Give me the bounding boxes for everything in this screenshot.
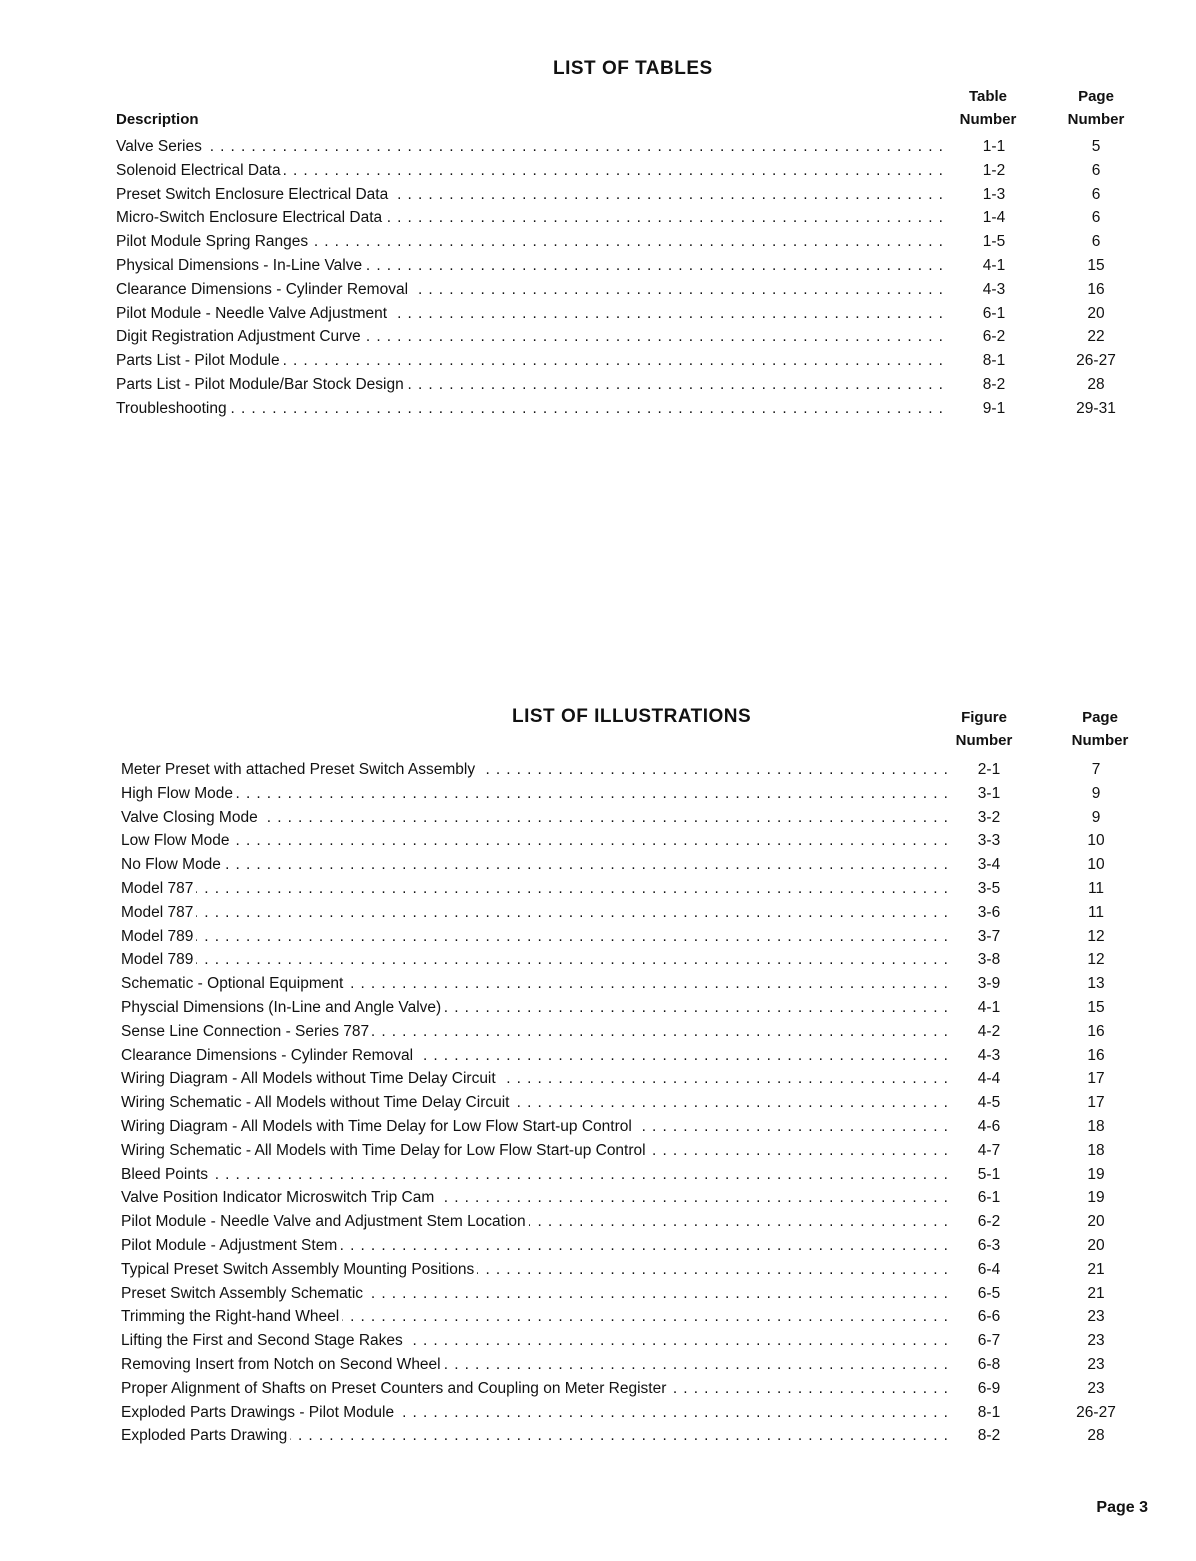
entry-number: 4-7 (977, 1141, 1001, 1159)
entry-leader (121, 1401, 953, 1425)
list-item (121, 1163, 1151, 1187)
column-header-line: Number (955, 732, 1013, 749)
entry-leader (116, 135, 947, 159)
list-item (121, 758, 1151, 782)
tables-column-table-number (944, 85, 1032, 131)
entry-number: 6-3 (977, 1236, 1001, 1254)
list-item (121, 1258, 1151, 1282)
entry-page: 16 (1087, 280, 1105, 298)
entry-number: 3-5 (977, 879, 1001, 897)
entry-description: Exploded Parts Drawings - Pilot Module (121, 1404, 397, 1421)
list-item (121, 996, 1151, 1020)
entry-page: 9 (1091, 808, 1101, 826)
entry-leader (121, 1234, 953, 1258)
entry-page: 17 (1087, 1094, 1105, 1112)
entry-description: No Flow Mode (121, 856, 224, 873)
entry-number: 4-6 (977, 1117, 1001, 1135)
entry-number: 3-8 (977, 951, 1001, 969)
entry-leader (121, 1044, 953, 1068)
entry-page: 6 (1091, 209, 1101, 227)
entry-page: 20 (1087, 304, 1105, 322)
entry-page: 12 (1087, 927, 1105, 945)
entry-page: 18 (1087, 1117, 1105, 1135)
entry-number: 6-9 (977, 1379, 1001, 1397)
list-item (121, 1377, 1151, 1401)
entry-description: Proper Alignment of Shafts on Preset Counters and Coupling on Meter Register (121, 1380, 669, 1397)
entry-number: 5-1 (977, 1165, 1001, 1183)
list-item (116, 159, 1146, 183)
entry-description: Schematic - Optional Equipment (121, 975, 346, 992)
entry-page: 17 (1087, 1070, 1105, 1088)
entry-description: Lifting the First and Second Stage Rakes (121, 1332, 406, 1349)
entry-number: 1-5 (982, 233, 1006, 251)
list-item (121, 877, 1151, 901)
entry-description: Digit Registration Adjustment Curve (116, 328, 364, 345)
entry-description: Model 789 (121, 928, 196, 945)
list-item (116, 206, 1146, 230)
list-item (116, 325, 1146, 349)
entry-number: 4-5 (977, 1094, 1001, 1112)
entry-page: 28 (1087, 1427, 1105, 1445)
list-item (116, 397, 1146, 421)
tables-list (116, 135, 1146, 421)
entry-page: 23 (1087, 1308, 1105, 1326)
entry-number: 6-8 (977, 1355, 1001, 1373)
entry-number: 6-1 (982, 304, 1006, 322)
entry-description: Pilot Module - Needle Valve Adjustment (116, 305, 390, 322)
entry-leader (121, 1163, 953, 1187)
entry-description: High Flow Mode (121, 785, 236, 802)
entry-page: 26-27 (1076, 352, 1116, 370)
entry-page: 23 (1087, 1332, 1105, 1350)
entry-leader (121, 1305, 953, 1329)
entry-number: 8-1 (977, 1403, 1001, 1421)
entry-page: 7 (1091, 761, 1101, 778)
entry-page: 15 (1087, 256, 1105, 274)
column-header-line: Number (1067, 111, 1125, 128)
entry-description: Valve Series (116, 138, 205, 155)
list-item (121, 806, 1151, 830)
entry-number: 4-2 (977, 1022, 1001, 1040)
entry-number: 6-5 (977, 1284, 1001, 1302)
entry-leader (121, 972, 953, 996)
entry-description: Bleed Points (121, 1166, 211, 1183)
entry-leader (121, 1377, 953, 1401)
list-item (121, 925, 1151, 949)
entry-description: Physical Dimensions - In-Line Valve (116, 257, 365, 274)
entry-number: 3-4 (977, 856, 1001, 874)
entry-leader (121, 901, 953, 925)
entry-number: 9-1 (982, 399, 1006, 417)
tables-column-description: Description (116, 111, 199, 128)
entry-leader (121, 1424, 953, 1448)
entry-description: Preset Switch Enclosure Electrical Data (116, 186, 391, 203)
entry-page: 10 (1087, 832, 1105, 850)
list-item (116, 135, 1146, 159)
tables-column-page-number (1050, 85, 1142, 131)
entry-page: 19 (1087, 1165, 1105, 1183)
entry-page: 15 (1087, 998, 1105, 1016)
entry-leader (116, 373, 947, 397)
entry-page: 12 (1087, 951, 1105, 969)
entry-description: Meter Preset with attached Preset Switch Assembly (121, 761, 478, 778)
entry-number: 3-9 (977, 975, 1001, 993)
entry-description: Clearance Dimensions - Cylinder Removal (116, 281, 411, 298)
entry-page: 11 (1087, 879, 1105, 897)
entry-leader (121, 829, 953, 853)
list-item (121, 1329, 1151, 1353)
entry-description: Preset Switch Assembly Schematic (121, 1285, 366, 1302)
column-header-line: Number (1071, 732, 1129, 749)
entry-number: 4-1 (982, 256, 1006, 274)
entry-leader (121, 925, 953, 949)
entry-description: Model 789 (121, 951, 196, 968)
list-item (121, 782, 1151, 806)
entry-number: 6-4 (977, 1260, 1001, 1278)
entry-description: Clearance Dimensions - Cylinder Removal (121, 1047, 416, 1064)
entry-page: 20 (1087, 1213, 1105, 1231)
entry-page: 26-27 (1076, 1403, 1116, 1421)
list-item (121, 948, 1151, 972)
entry-leader (121, 1282, 953, 1306)
list-item (116, 302, 1146, 326)
list-item (121, 1234, 1151, 1258)
entry-page: 19 (1087, 1189, 1105, 1207)
list-item (121, 1401, 1151, 1425)
entry-leader (121, 1353, 953, 1377)
list-item (116, 373, 1146, 397)
entry-number: 4-1 (977, 998, 1001, 1016)
entry-leader (121, 877, 953, 901)
entry-number: 4-3 (977, 1046, 1001, 1064)
entry-number: 3-2 (977, 808, 1001, 826)
entry-leader (121, 806, 953, 830)
entry-page: 10 (1087, 856, 1105, 874)
entry-page: 5 (1091, 138, 1101, 155)
entry-description: Parts List - Pilot Module (116, 352, 283, 369)
entry-leader (121, 758, 953, 782)
list-item (121, 1115, 1151, 1139)
entry-description: Pilot Module - Needle Valve and Adjustment Stem Location (121, 1213, 529, 1230)
entry-description: Wiring Diagram - All Models without Time Delay Circuit (121, 1070, 499, 1087)
entry-description: Sense Line Connection - Series 787 (121, 1023, 372, 1040)
entry-leader (121, 996, 953, 1020)
list-item (121, 1020, 1151, 1044)
list-item (121, 1067, 1151, 1091)
entry-description: Wiring Schematic - All Models without Time Delay Circuit (121, 1094, 512, 1111)
entry-description: Wiring Schematic - All Models with Time Delay for Low Flow Start-up Control (121, 1142, 649, 1159)
entry-page: 16 (1087, 1046, 1105, 1064)
entry-page: 22 (1087, 328, 1105, 346)
list-item (116, 349, 1146, 373)
list-item (116, 278, 1146, 302)
page-number: Page 3 (1096, 1499, 1148, 1516)
illustrations-column-page-number (1054, 706, 1146, 752)
list-item (121, 972, 1151, 996)
entry-leader (116, 278, 947, 302)
entry-number: 4-3 (982, 280, 1006, 298)
entry-number: 6-2 (982, 328, 1006, 346)
entry-page: 20 (1087, 1236, 1105, 1254)
entry-number: 3-6 (977, 903, 1001, 921)
entry-number: 3-3 (977, 832, 1001, 850)
entry-number: 8-1 (982, 352, 1006, 370)
entry-description: Physcial Dimensions (In-Line and Angle Valve) (121, 999, 444, 1016)
entry-description: Pilot Module Spring Ranges (116, 233, 311, 250)
entry-number: 1-4 (982, 209, 1006, 227)
list-item (121, 1282, 1151, 1306)
entry-page: 28 (1087, 375, 1105, 393)
entry-description: Troubleshooting (116, 400, 230, 417)
entry-description: Solenoid Electrical Data (116, 162, 284, 179)
entry-leader (121, 948, 953, 972)
entry-number: 3-1 (977, 784, 1001, 802)
entry-description: Model 787 (121, 904, 196, 921)
entry-description: Pilot Module - Adjustment Stem (121, 1237, 340, 1254)
list-item (121, 1353, 1151, 1377)
entry-number: 6-1 (977, 1189, 1001, 1207)
list-item (121, 829, 1151, 853)
entry-leader (116, 183, 947, 207)
entry-number: 8-2 (977, 1427, 1001, 1445)
entry-leader (116, 230, 947, 254)
illustrations-list (121, 758, 1151, 1448)
entry-number: 3-7 (977, 927, 1001, 945)
list-item (116, 254, 1146, 278)
entry-description: Valve Closing Mode (121, 809, 261, 826)
entry-description: Trimming the Right-hand Wheel (121, 1308, 342, 1325)
entry-description: Wiring Diagram - All Models with Time Delay for Low Flow Start-up Control (121, 1118, 635, 1135)
entry-leader (121, 1091, 953, 1115)
entry-page: 18 (1087, 1141, 1105, 1159)
entry-leader (116, 325, 947, 349)
entry-leader (121, 1020, 953, 1044)
entry-page: 11 (1087, 903, 1105, 921)
entry-page: 23 (1087, 1355, 1105, 1373)
entry-page: 6 (1091, 233, 1101, 251)
entry-leader (121, 1067, 953, 1091)
entry-page: 13 (1087, 975, 1105, 993)
list-item (121, 1186, 1151, 1210)
entry-leader (121, 853, 953, 877)
entry-leader (121, 1329, 953, 1353)
entry-description: Typical Preset Switch Assembly Mounting Positions (121, 1261, 477, 1278)
entry-leader (121, 1210, 953, 1234)
list-item (121, 1305, 1151, 1329)
column-header-line: Table (968, 88, 1008, 105)
column-header-line: Page (1082, 709, 1118, 726)
illustrations-heading: LIST OF ILLUSTRATIONS (512, 706, 752, 727)
entry-number: 1-3 (982, 185, 1006, 203)
entry-description: Micro-Switch Enclosure Electrical Data (116, 209, 385, 226)
entry-leader (116, 349, 947, 373)
entry-number: 1-1 (982, 138, 1006, 155)
list-item (121, 853, 1151, 877)
entry-number: 1-2 (982, 161, 1006, 179)
tables-heading: LIST OF TABLES (553, 58, 713, 79)
entry-leader (116, 302, 947, 326)
entry-leader (121, 1115, 953, 1139)
entry-page: 9 (1091, 784, 1101, 802)
list-item (121, 1044, 1151, 1068)
entry-leader (116, 397, 947, 421)
list-item (116, 230, 1146, 254)
entry-description: Low Flow Mode (121, 832, 233, 849)
list-item (121, 1139, 1151, 1163)
entry-description: Removing Insert from Notch on Second Wheel (121, 1356, 444, 1373)
entry-description: Model 787 (121, 880, 196, 897)
entry-number: 2-1 (977, 761, 1001, 778)
entry-page: 23 (1087, 1379, 1105, 1397)
entry-leader (121, 1258, 953, 1282)
entry-leader (121, 1139, 953, 1163)
entry-number: 4-4 (977, 1070, 1001, 1088)
list-item (116, 183, 1146, 207)
entry-leader (121, 782, 953, 806)
list-item (121, 1210, 1151, 1234)
entry-number: 6-2 (977, 1213, 1001, 1231)
column-header-line: Number (959, 111, 1017, 128)
entry-page: 21 (1087, 1260, 1105, 1278)
column-header-line: Page (1078, 88, 1114, 105)
entry-description: Parts List - Pilot Module/Bar Stock Design (116, 376, 407, 393)
entry-page: 21 (1087, 1284, 1105, 1302)
list-item (121, 1091, 1151, 1115)
entry-page: 29-31 (1076, 399, 1116, 417)
list-item (121, 901, 1151, 925)
entry-page: 6 (1091, 185, 1101, 203)
entry-description: Valve Position Indicator Microswitch Trip Cam (121, 1189, 437, 1206)
column-header-line: Figure (961, 709, 1007, 726)
list-item (121, 1424, 1151, 1448)
illustrations-column-figure-number (940, 706, 1028, 752)
entry-leader (121, 1186, 953, 1210)
entry-leader (116, 254, 947, 278)
entry-description: Exploded Parts Drawing (121, 1427, 290, 1444)
entry-page: 6 (1091, 161, 1101, 179)
entry-leader (116, 206, 947, 230)
entry-leader (116, 159, 947, 183)
entry-page: 16 (1087, 1022, 1105, 1040)
entry-number: 6-6 (977, 1308, 1001, 1326)
entry-number: 8-2 (982, 375, 1006, 393)
entry-number: 6-7 (977, 1332, 1001, 1350)
